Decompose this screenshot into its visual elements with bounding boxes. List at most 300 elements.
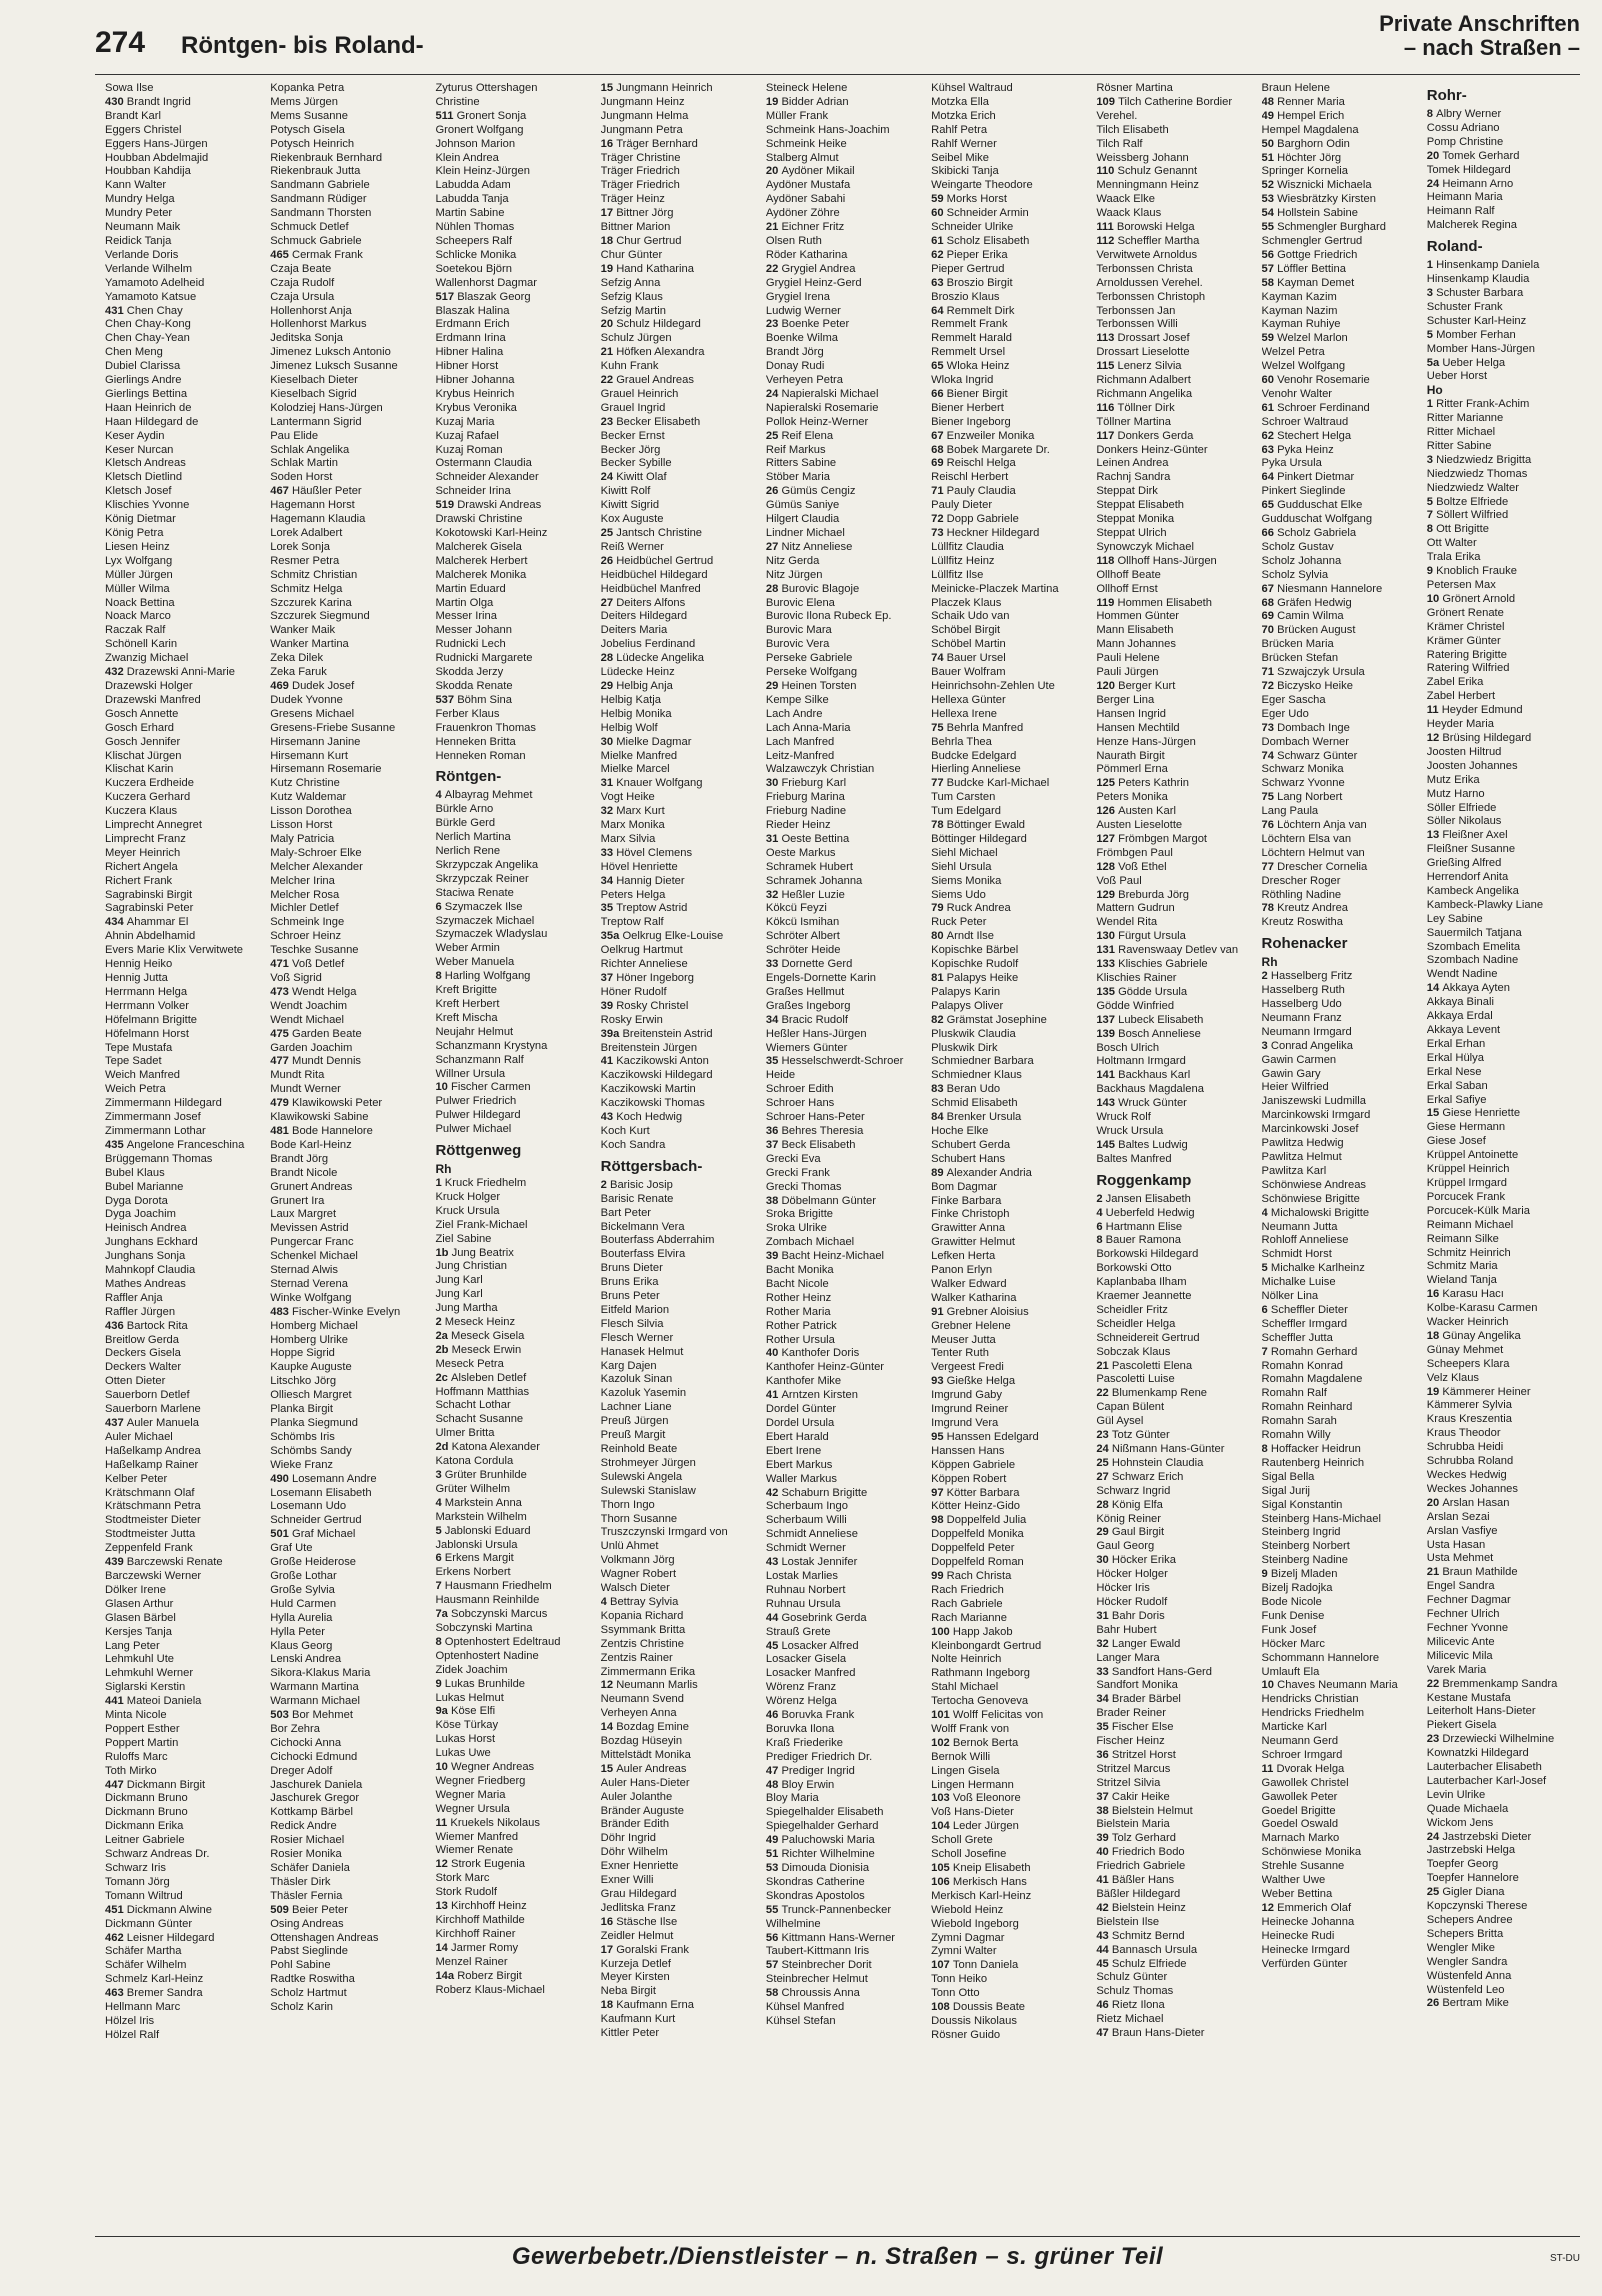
resident-name: Brüggemann Thomas	[105, 1152, 213, 1165]
resident-entry	[1427, 968, 1580, 982]
resident-name: Skondras Catherine	[765, 1875, 865, 1888]
resident-name: Pulwer Friedrich	[435, 1095, 517, 1108]
house-number: 471	[270, 958, 292, 971]
resident-name: Karasu Hacı	[1442, 1288, 1504, 1301]
footer-note: Gewerbebetr./Dienstleister – n. Straßen – s. grüner Teil	[511, 2243, 1164, 2270]
resident-entry	[931, 861, 1084, 875]
resident-name: Becker Jörg	[600, 443, 661, 456]
resident-entry	[270, 2001, 423, 2015]
resident-name: Drescher Roger	[1261, 874, 1341, 887]
resident-entry	[1262, 402, 1415, 416]
resident-entry	[435, 235, 588, 249]
resident-entry	[766, 875, 919, 889]
resident-name: Rosier Michael	[270, 1834, 345, 1847]
resident-name: Panon Erlyn	[931, 1264, 993, 1277]
resident-name: Kraß Friederike	[765, 1736, 843, 1749]
resident-entry	[1262, 833, 1415, 847]
resident-entry	[931, 2001, 1084, 2015]
resident-name: Schönwiese Brigitte	[1261, 1192, 1360, 1205]
resident-entry	[1096, 1248, 1249, 1262]
resident-entry	[1262, 1958, 1415, 1972]
resident-entry	[270, 1445, 423, 1459]
resident-name: Ziel Sabine	[435, 1232, 492, 1245]
resident-name: Cichocki Edmund	[270, 1750, 358, 1763]
resident-entry	[931, 430, 1084, 444]
house-number: 20	[1426, 149, 1443, 162]
resident-name: Strauß Grete	[765, 1625, 831, 1638]
resident-entry	[1096, 499, 1249, 513]
resident-name: Helbig Wolf	[600, 721, 658, 734]
resident-name: Verheyen Petra	[765, 374, 843, 387]
resident-name: Jastrzebski Helga	[1426, 1844, 1516, 1857]
resident-name: Eitfeld Marion	[600, 1303, 670, 1316]
resident-name: Schmidt Werner	[765, 1542, 846, 1555]
resident-entry	[435, 708, 588, 722]
resident-name: Hempel Erich	[1277, 109, 1345, 122]
resident-entry	[601, 1332, 754, 1346]
resident-name: Martin Eduard	[435, 582, 506, 595]
resident-entry	[1427, 1427, 1580, 1441]
resident-entry	[601, 346, 754, 360]
resident-entry	[435, 569, 588, 583]
resident-name: Ritter Michael	[1426, 426, 1496, 439]
resident-entry	[1427, 1817, 1580, 1831]
resident-entry	[270, 110, 423, 124]
resident-name: Kiwitt Olaf	[616, 471, 667, 484]
house-number: 447	[105, 1778, 127, 1791]
resident-entry	[270, 1167, 423, 1181]
house-number: 53	[1261, 193, 1278, 206]
resident-name: Usta Mehmet	[1426, 1552, 1494, 1565]
resident-name: Aydöner Mustafa	[765, 179, 851, 192]
resident-name: Burovic Vera	[765, 638, 830, 651]
resident-name: Schwarz Yvonne	[1261, 777, 1345, 790]
house-number: 100	[931, 1625, 953, 1638]
resident-entry	[105, 889, 258, 903]
resident-entry	[105, 1848, 258, 1862]
resident-entry	[766, 1473, 919, 1487]
resident-name: Lubeck Elisabeth	[1118, 1013, 1204, 1026]
resident-name: Hirsemann Janine	[270, 735, 361, 748]
resident-entry	[931, 1570, 1084, 1584]
resident-entry	[105, 1042, 258, 1056]
resident-name: Steinberg Nadine	[1261, 1554, 1348, 1567]
resident-entry	[435, 332, 588, 346]
resident-entry	[1262, 152, 1415, 166]
resident-entry	[105, 1626, 258, 1640]
resident-entry	[601, 902, 754, 916]
resident-name: Dudek Yvonne	[270, 693, 343, 706]
resident-entry	[105, 1973, 258, 1987]
house-number: 34	[600, 874, 617, 887]
resident-name: Friedrich Gabriele	[1096, 1860, 1186, 1873]
resident-name: Ratering Brigitte	[1426, 648, 1507, 661]
house-number: 28	[765, 582, 782, 595]
house-number: 48	[765, 1778, 782, 1791]
resident-name: Söller Elfriede	[1426, 801, 1497, 814]
resident-entry	[105, 1125, 258, 1139]
resident-name: Ritter Marianne	[1426, 412, 1504, 425]
resident-entry	[931, 527, 1084, 541]
resident-entry	[270, 1945, 423, 1959]
resident-name: Michalke Karlheinz	[1270, 1262, 1365, 1275]
resident-name: Kaufmann Erna	[616, 1999, 694, 2012]
resident-entry	[1096, 1318, 1249, 1332]
house-number: 43	[600, 1111, 617, 1124]
resident-name: Rach Gabriele	[931, 1597, 1003, 1610]
resident-entry	[601, 277, 754, 291]
resident-entry	[1096, 750, 1249, 764]
resident-entry	[435, 610, 588, 624]
resident-name: Bremer Sandra	[126, 1987, 203, 2000]
resident-entry	[766, 444, 919, 458]
resident-entry	[270, 666, 423, 680]
resident-name: Bidder Adrian	[781, 95, 849, 108]
resident-entry	[931, 819, 1084, 833]
resident-entry	[766, 1417, 919, 1431]
resident-name: Menningmann Heinz	[1096, 179, 1199, 192]
resident-entry	[1262, 610, 1415, 624]
resident-name: Akkaya Binali	[1426, 996, 1494, 1009]
resident-name: Scheepers Klara	[1426, 1357, 1510, 1370]
resident-name: Donkers Gerda	[1117, 429, 1194, 442]
resident-name: Kambeck-Plawky Liane	[1426, 898, 1544, 911]
resident-name: Chroussis Anna	[781, 1987, 860, 2000]
resident-name: Bacht Monika	[765, 1264, 834, 1277]
resident-entry	[105, 1834, 258, 1848]
house-number: 39	[1096, 1832, 1112, 1845]
resident-name: Naurath Birgit	[1096, 749, 1165, 762]
resident-entry	[766, 235, 919, 249]
resident-name: Fischer-Winke Evelyn	[292, 1305, 401, 1318]
resident-entry	[1427, 1080, 1580, 1094]
house-number: 59	[931, 193, 947, 206]
resident-entry	[1427, 1135, 1580, 1149]
resident-entry	[601, 138, 754, 152]
resident-entry	[1427, 301, 1580, 315]
resident-entry	[435, 346, 588, 360]
resident-entry	[1427, 482, 1580, 496]
resident-name: Eggers Hans-Jürgen	[105, 137, 208, 150]
resident-name: Hendricks Christian	[1261, 1693, 1359, 1706]
resident-name: Schlak Martin	[270, 457, 338, 470]
resident-name: Goedel Brigitte	[1261, 1804, 1336, 1817]
resident-name: Mahnkopf Claudia	[105, 1264, 196, 1277]
house-number: 61	[1261, 401, 1278, 414]
house-number: 52	[1261, 179, 1278, 192]
resident-entry	[766, 332, 919, 346]
resident-entry	[435, 1109, 588, 1123]
resident-name: Kazoluk Yasemin	[600, 1387, 687, 1400]
resident-entry	[766, 666, 919, 680]
resident-name: Soden Horst	[270, 471, 333, 484]
house-number: 84	[931, 1111, 947, 1124]
resident-name: Gaul Birgit	[1111, 1526, 1165, 1539]
resident-entry	[105, 1987, 258, 2001]
resident-entry	[270, 1487, 423, 1501]
resident-name: Planka Birgit	[270, 1403, 334, 1416]
resident-entry	[1427, 1441, 1580, 1455]
resident-name: Schmengler Burghard	[1277, 221, 1386, 234]
resident-entry	[766, 1876, 919, 1890]
resident-entry	[435, 583, 588, 597]
resident-name: Schmidt Anneliese	[765, 1528, 858, 1541]
resident-entry	[1096, 346, 1249, 360]
resident-name: Limprecht Annegret	[105, 819, 203, 832]
resident-name: Blumenkamp Rene	[1111, 1387, 1208, 1400]
resident-entry	[931, 2029, 1084, 2043]
house-number: 61	[931, 234, 947, 247]
resident-entry	[931, 597, 1084, 611]
resident-entry	[931, 916, 1084, 930]
resident-name: Schulz Genannt	[1117, 165, 1198, 178]
resident-name: Pyka Heinz	[1277, 443, 1334, 456]
resident-entry	[1427, 1900, 1580, 1914]
resident-name: Pascoletti Luise	[1096, 1373, 1175, 1386]
resident-entry	[1096, 1540, 1249, 1554]
resident-entry	[435, 1191, 588, 1205]
resident-name: Rachnj Sandra	[1096, 471, 1171, 484]
resident-name: Rother Patrick	[765, 1319, 837, 1332]
resident-name: Breitlow Gerda	[105, 1333, 179, 1346]
resident-name: Mundry Helga	[105, 193, 175, 206]
resident-name: Romahn Willy	[1261, 1429, 1331, 1442]
resident-name: Bosch Anneliese	[1118, 1027, 1201, 1040]
resident-name: Litschko Jörg	[270, 1375, 337, 1388]
resident-entry	[766, 1918, 919, 1932]
resident-name: Kanthofer Mike	[765, 1375, 842, 1388]
resident-entry	[1096, 1097, 1249, 1111]
resident-name: Venohr Walter	[1261, 387, 1333, 400]
resident-entry	[435, 430, 588, 444]
resident-entry	[1427, 1622, 1580, 1636]
house-number: 67	[931, 429, 947, 442]
resident-entry	[1427, 1483, 1580, 1497]
resident-entry	[1427, 164, 1580, 178]
resident-entry	[435, 1455, 588, 1469]
resident-entry	[931, 875, 1084, 889]
resident-entry	[766, 1834, 919, 1848]
resident-entry	[1096, 1055, 1249, 1069]
resident-entry	[105, 805, 258, 819]
resident-name: Brandt Karl	[105, 109, 161, 122]
resident-name: Preuß Margit	[600, 1429, 666, 1442]
resident-entry	[435, 1761, 588, 1775]
resident-entry	[1427, 1052, 1580, 1066]
resident-name: Wolff Frank von	[931, 1722, 1010, 1735]
resident-entry	[766, 193, 919, 207]
resident-entry	[766, 2001, 919, 2015]
house-number: 71	[1261, 666, 1278, 679]
resident-entry	[601, 1028, 754, 1042]
resident-name: Springer Kornelia	[1261, 165, 1348, 178]
resident-entry	[931, 652, 1084, 666]
resident-name: Ollhoff Ernst	[1096, 582, 1158, 595]
house-number: 14	[1426, 982, 1443, 995]
resident-entry	[435, 1956, 588, 1970]
resident-entry	[435, 179, 588, 193]
house-number: 33	[765, 958, 782, 971]
resident-entry	[1427, 1260, 1580, 1274]
resident-entry	[435, 193, 588, 207]
resident-name: Bozdag Emine	[616, 1721, 689, 1734]
resident-entry	[931, 791, 1084, 805]
resident-name: Schöbel Martin	[931, 638, 1006, 651]
resident-name: Marnach Marko	[1261, 1832, 1340, 1845]
resident-name: Höner Rudolf	[600, 985, 667, 998]
resident-name: Jungmann Petra	[600, 123, 683, 136]
resident-name: Kanthofer Doris	[781, 1347, 860, 1360]
resident-name: Bubel Marianne	[105, 1180, 184, 1193]
resident-entry	[105, 583, 258, 597]
resident-entry	[105, 1890, 258, 1904]
resident-name: Porcucek Frank	[1426, 1190, 1506, 1203]
resident-name: Siems Monika	[931, 874, 1002, 887]
resident-entry	[1427, 537, 1580, 551]
resident-entry	[1427, 1886, 1580, 1900]
house-number: 48	[1261, 95, 1278, 108]
resident-entry	[766, 763, 919, 777]
resident-entry	[766, 513, 919, 527]
resident-name: Müller Wilma	[105, 582, 170, 595]
resident-name: Hannig Dieter	[616, 874, 685, 887]
house-number: 5	[1261, 1262, 1271, 1275]
resident-entry	[1096, 1638, 1249, 1652]
resident-name: Müller Jürgen	[105, 568, 173, 581]
resident-entry	[1096, 736, 1249, 750]
resident-entry	[766, 221, 919, 235]
resident-entry	[270, 374, 423, 388]
house-number: 74	[1261, 749, 1278, 762]
resident-name: Bizelj Mladen	[1270, 1568, 1338, 1581]
resident-entry	[1427, 1844, 1580, 1858]
resident-name: Zwanzig Michael	[105, 652, 189, 665]
resident-entry	[931, 1292, 1084, 1306]
resident-name: Szczurek Siegmund	[270, 610, 370, 623]
resident-entry	[931, 1556, 1084, 1570]
resident-entry	[270, 1918, 423, 1932]
resident-name: Hempel Magdalena	[1261, 123, 1359, 136]
resident-entry	[601, 944, 754, 958]
resident-entry	[931, 1278, 1084, 1292]
resident-entry	[601, 1944, 754, 1958]
resident-entry	[435, 1914, 588, 1928]
resident-name: Lang Norbert	[1277, 791, 1343, 804]
house-number: 3	[1261, 1039, 1271, 1052]
resident-entry	[435, 1650, 588, 1664]
resident-entry	[1427, 398, 1580, 412]
resident-name: Neba Birgit	[600, 1985, 656, 1998]
house-number: 56	[765, 1931, 782, 1944]
resident-name: Zeka Faruk	[270, 666, 327, 679]
resident-entry	[105, 777, 258, 791]
house-number: 38	[765, 1194, 782, 1207]
house-number: 34	[1096, 1693, 1112, 1706]
resident-entry	[1096, 1916, 1249, 1930]
house-number: 10	[435, 1761, 451, 1774]
resident-name: Conrad Angelika	[1270, 1039, 1353, 1052]
resident-entry	[1096, 833, 1249, 847]
resident-entry	[601, 1346, 754, 1360]
resident-entry	[270, 207, 423, 221]
resident-name: Bracic Rudolf	[781, 1013, 848, 1026]
resident-name: Houbban Kahdija	[105, 165, 191, 178]
house-number: 108	[931, 2001, 953, 2014]
resident-name: Engel Sandra	[1426, 1580, 1495, 1593]
resident-name: Schwarz Ingrid	[1096, 1484, 1171, 1497]
resident-name: Wörenz Helga	[765, 1695, 837, 1708]
resident-entry	[270, 541, 423, 555]
resident-entry	[931, 1932, 1084, 1946]
resident-name: Fechner Dagmar	[1426, 1594, 1511, 1607]
resident-entry	[1096, 1763, 1249, 1777]
resident-entry	[601, 777, 754, 791]
house-number: 35a	[600, 930, 623, 943]
resident-entry	[1262, 569, 1415, 583]
resident-entry	[1096, 82, 1249, 96]
resident-entry	[1096, 1485, 1249, 1499]
resident-name: Sobczynski Martina	[435, 1621, 533, 1634]
resident-name: Mateoi Daniela	[126, 1695, 202, 1708]
resident-entry	[601, 1457, 754, 1471]
resident-name: Dickmann Bruno	[105, 1806, 188, 1819]
resident-name: Böttinger Hildegard	[931, 832, 1027, 845]
resident-name: Verlande Doris	[105, 248, 179, 261]
resident-name: Grauel Andreas	[616, 374, 694, 387]
resident-entry	[766, 1570, 919, 1584]
resident-entry	[1096, 263, 1249, 277]
resident-entry	[931, 1723, 1084, 1737]
resident-name: Soetekou Björn	[435, 262, 512, 275]
resident-entry	[601, 1749, 754, 1763]
resident-name: Bürkle Gerd	[435, 817, 496, 830]
resident-name: Brücken Maria	[1261, 638, 1334, 651]
resident-name: Stritzel Silvia	[1096, 1776, 1161, 1789]
resident-entry	[1096, 1443, 1249, 1457]
resident-name: Bloy Erwin	[781, 1778, 835, 1791]
house-number: 4	[1096, 1206, 1106, 1219]
resident-name: Schroer Waltraud	[1261, 415, 1349, 428]
resident-name: Wiesbrätzky Kirsten	[1277, 193, 1376, 206]
resident-entry	[766, 1055, 919, 1069]
resident-name: Steppat Monika	[1096, 513, 1175, 526]
resident-name: Schrubba Heidi	[1426, 1441, 1504, 1454]
resident-name: Scheffler Dieter	[1270, 1303, 1348, 1316]
resident-entry	[1427, 1288, 1580, 1302]
resident-entry	[270, 485, 423, 499]
resident-entry	[1096, 207, 1249, 221]
resident-entry	[1096, 1568, 1249, 1582]
resident-entry	[1262, 1095, 1415, 1109]
resident-entry	[1262, 1332, 1415, 1346]
resident-entry	[601, 1318, 754, 1332]
resident-name: Lenerz Silvia	[1117, 360, 1182, 373]
resident-entry	[766, 277, 919, 291]
resident-name: Rahlf Petra	[931, 123, 988, 136]
resident-entry	[105, 736, 258, 750]
resident-name: Flesch Silvia	[600, 1317, 664, 1330]
resident-name: Engels-Dornette Karin	[765, 972, 876, 984]
resident-entry	[270, 1250, 423, 1264]
resident-entry	[435, 597, 588, 611]
resident-name: Kämmerer Sylvia	[1426, 1399, 1512, 1412]
house-number: 26	[600, 554, 617, 567]
resident-entry	[1427, 704, 1580, 718]
resident-entry	[766, 1320, 919, 1334]
resident-name: Kittmann Hans-Werner	[781, 1931, 896, 1944]
house-number: 36	[765, 1124, 782, 1137]
resident-name: Kopischke Bärbel	[931, 944, 1019, 957]
